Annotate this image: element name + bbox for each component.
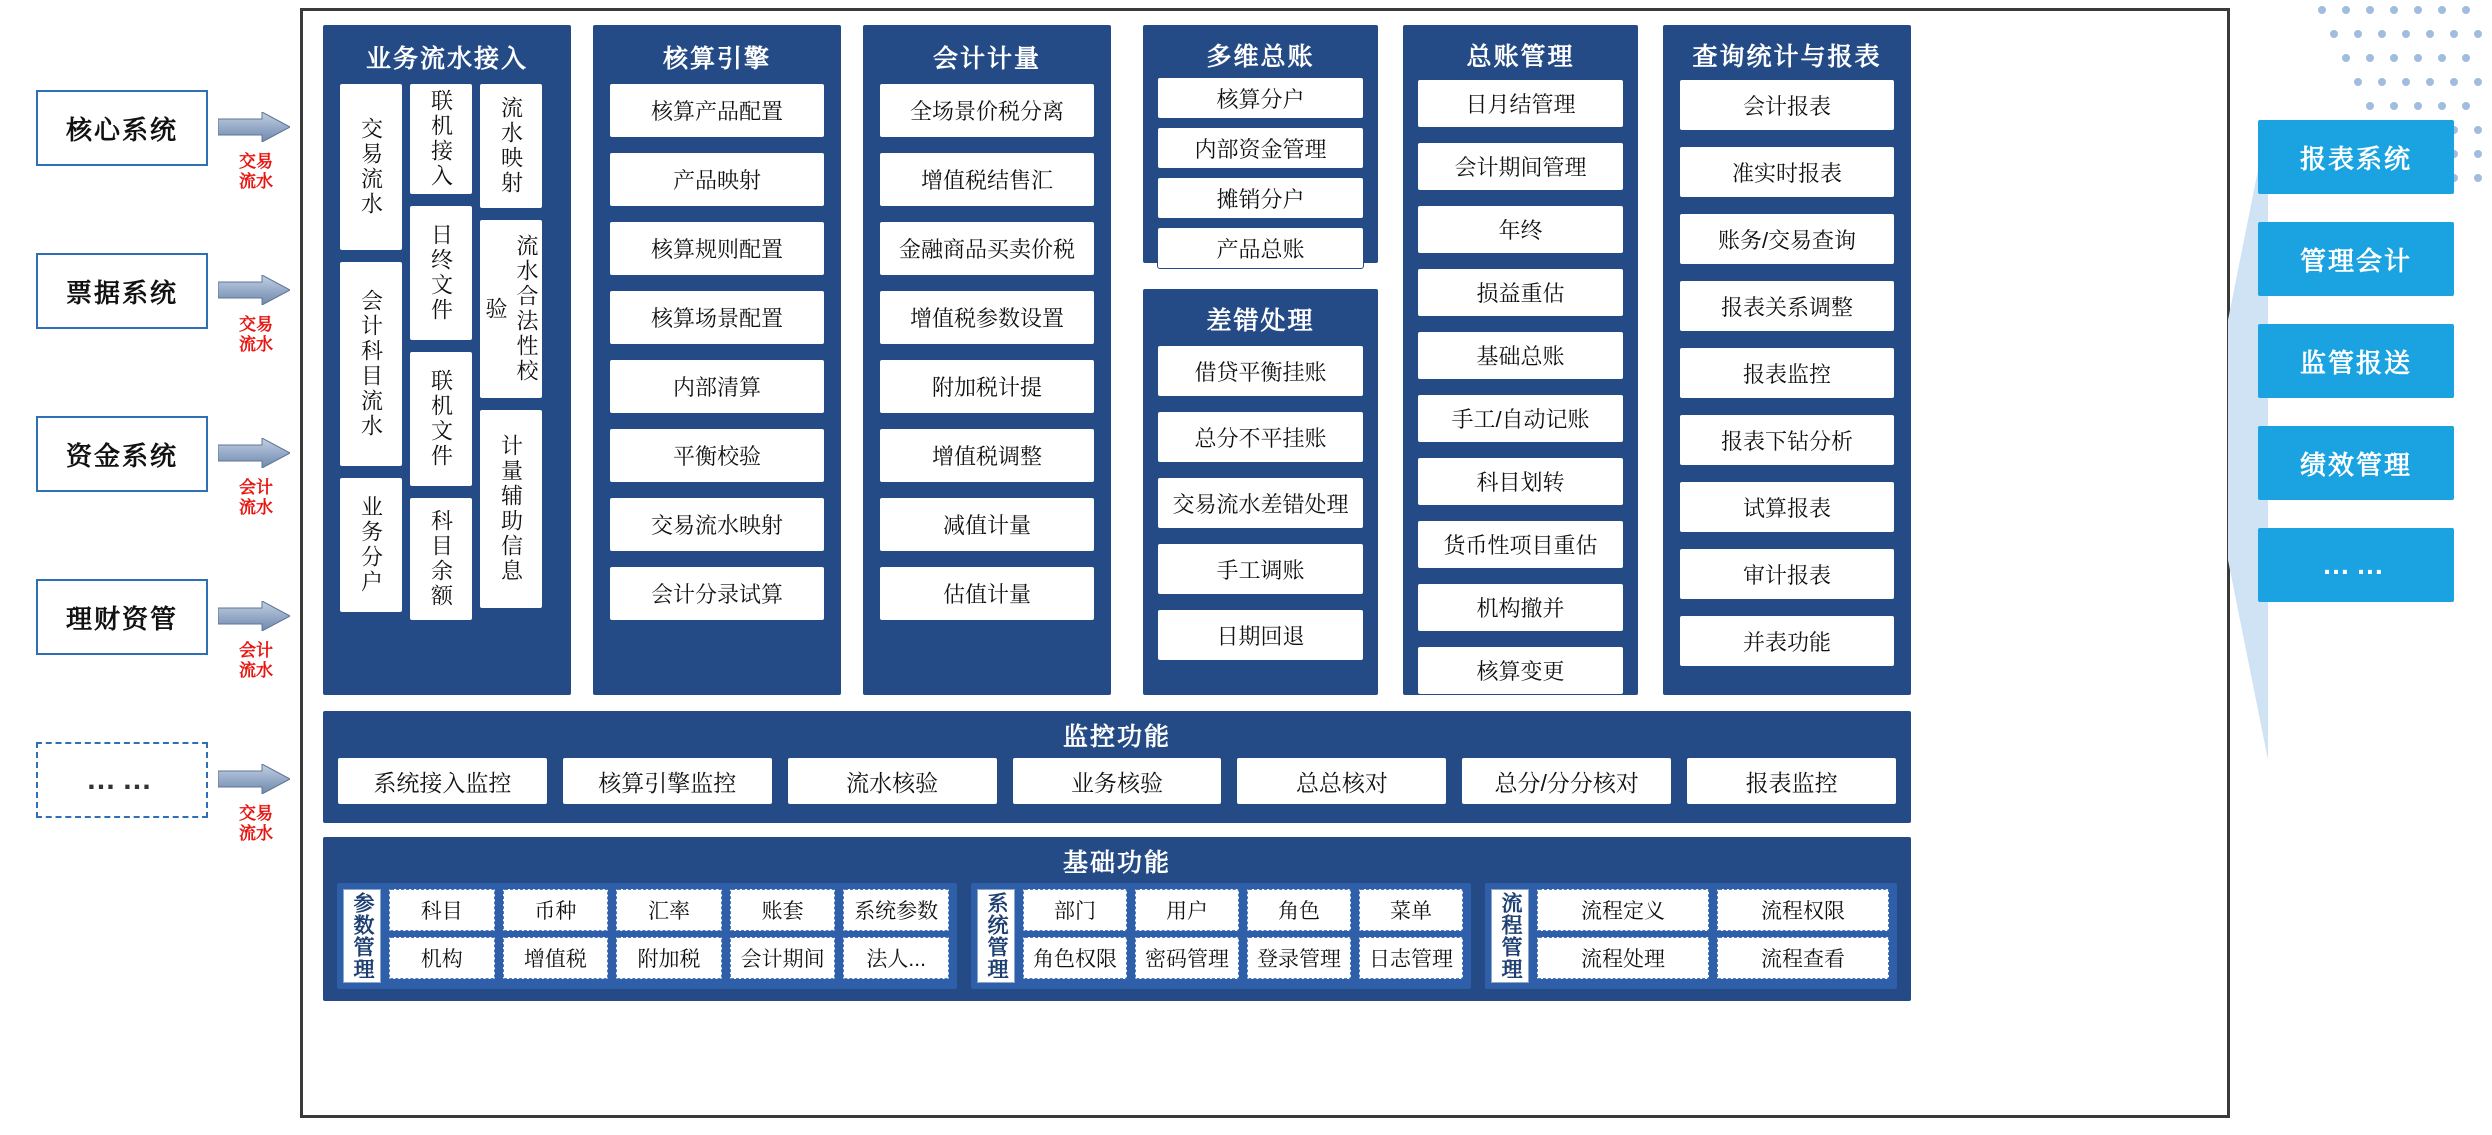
function-chip[interactable]: 报表关系调整 (1679, 280, 1895, 332)
base-function-chip[interactable]: 密码管理 (1135, 937, 1239, 979)
function-chip[interactable]: 附加税计提 (879, 359, 1095, 414)
source-system-box[interactable]: 资金系统 (36, 416, 208, 492)
source-system-row (36, 90, 286, 253)
function-chip[interactable]: 会计期间管理 (1417, 142, 1624, 191)
source-system-row (36, 742, 286, 905)
function-chip[interactable]: 产品总账 (1157, 227, 1364, 269)
base-function-chip[interactable]: 日志管理 (1359, 937, 1463, 979)
flow-type-label: 交易 流水 (239, 804, 273, 843)
consumer-system-box[interactable]: 绩效管理 (2258, 426, 2454, 500)
base-function-chip[interactable]: 角色权限 (1023, 937, 1127, 979)
function-chip[interactable]: 增值税调整 (879, 428, 1095, 483)
base-group-label: 参数管理 (343, 889, 381, 983)
flow-arrow-icon (218, 112, 290, 142)
consumer-system-box[interactable]: 监管报送 (2258, 324, 2454, 398)
base-function-group (1485, 883, 1897, 989)
base-function-chip[interactable]: 用户 (1135, 889, 1239, 931)
flow-type-label: 交易 流水 (239, 152, 273, 191)
function-chip[interactable]: 摊销分户 (1157, 177, 1364, 219)
function-chip[interactable]: 试算报表 (1679, 481, 1895, 533)
base-function-chip[interactable]: 账套 (730, 889, 836, 931)
monitor-chip[interactable]: 流水核验 (787, 757, 998, 805)
function-chip[interactable]: 并表功能 (1679, 615, 1895, 667)
base-function-chip[interactable]: 机构 (389, 937, 495, 979)
function-chip[interactable]: 日期回退 (1157, 609, 1364, 661)
function-chip[interactable]: 交易流水差错处理 (1157, 477, 1364, 529)
section-title: 监控功能 (1062, 723, 1171, 751)
function-chip-vertical[interactable]: 日终文件 (409, 205, 473, 341)
function-chip-vertical[interactable]: 流水映射 (479, 83, 543, 209)
section-business-flow-access (323, 25, 571, 695)
function-chip[interactable]: 增值税参数设置 (879, 290, 1095, 345)
flow-arrow-icon (218, 438, 290, 468)
source-system-box[interactable]: 理财资管 (36, 579, 208, 655)
section-accounting-measurement (863, 25, 1111, 695)
function-chip[interactable]: 手工调账 (1157, 543, 1364, 595)
function-chip[interactable]: 核算变更 (1417, 646, 1624, 695)
monitor-chip[interactable]: 报表监控 (1686, 757, 1897, 805)
function-chip[interactable]: 金融商品买卖价税 (879, 221, 1095, 276)
function-chip[interactable]: 核算规则配置 (609, 221, 825, 276)
function-chip[interactable]: 科目划转 (1417, 457, 1624, 506)
base-function-chip[interactable]: 币种 (503, 889, 609, 931)
function-chip[interactable]: 审计报表 (1679, 548, 1895, 600)
base-function-chip[interactable]: 汇率 (616, 889, 722, 931)
consumer-system-box[interactable]: 管理会计 (2258, 222, 2454, 296)
base-function-chip[interactable]: 法人... (843, 937, 949, 979)
section-title: 业务流水接入 (365, 45, 528, 73)
source-system-row (36, 253, 286, 416)
flow-arrow-icon (218, 601, 290, 631)
function-chip[interactable]: 减值计量 (879, 497, 1095, 552)
section-title: 查询统计与报表 (1692, 43, 1882, 71)
function-chip-vertical[interactable]: 流水合法性校验 (479, 219, 543, 399)
function-chip[interactable]: 核算分户 (1157, 77, 1364, 119)
function-chip[interactable]: 报表监控 (1679, 347, 1895, 399)
base-function-chip[interactable]: 科目 (389, 889, 495, 931)
flow-type-label: 会计 流水 (239, 641, 273, 680)
section-base-functions (323, 837, 1911, 1001)
base-function-chip[interactable]: 角色 (1247, 889, 1351, 931)
section-accounting-engine (593, 25, 841, 695)
section-monitoring (323, 711, 1911, 823)
flow-type-label: 交易 流水 (239, 315, 273, 354)
section-title: 会计计量 (932, 45, 1041, 73)
monitor-chip[interactable]: 总总核对 (1236, 757, 1447, 805)
source-system-box[interactable]: 票据系统 (36, 253, 208, 329)
function-chip[interactable]: 日月结管理 (1417, 79, 1624, 128)
function-chip-vertical[interactable]: 业务分户 (339, 477, 403, 613)
base-group-label: 流程管理 (1491, 889, 1529, 983)
function-chip[interactable]: 手工/自动记账 (1417, 394, 1624, 443)
base-function-chip[interactable]: 增值税 (503, 937, 609, 979)
monitor-chip[interactable]: 系统接入监控 (337, 757, 548, 805)
function-chip-vertical[interactable]: 联机接入 (409, 83, 473, 195)
function-chip[interactable]: 借贷平衡挂账 (1157, 345, 1364, 397)
section-error-handling (1143, 289, 1378, 695)
function-chip[interactable]: 内部资金管理 (1157, 127, 1364, 169)
base-function-chip[interactable]: 会计期间 (730, 937, 836, 979)
section-title: 核算引擎 (662, 45, 771, 73)
function-chip[interactable]: 增值税结售汇 (879, 152, 1095, 207)
consumer-system-box[interactable]: 报表系统 (2258, 120, 2454, 194)
function-chip[interactable]: 会计报表 (1679, 79, 1895, 131)
base-function-chip[interactable]: 流程定义 (1537, 889, 1709, 931)
monitor-chip[interactable]: 总分/分分核对 (1461, 757, 1672, 805)
function-chip[interactable]: 全场景价税分离 (879, 83, 1095, 138)
function-chip[interactable]: 交易流水映射 (609, 497, 825, 552)
source-system-row (36, 416, 286, 579)
base-function-chip[interactable]: 附加税 (616, 937, 722, 979)
source-system-box[interactable]: …… (36, 742, 208, 818)
function-chip[interactable]: 核算产品配置 (609, 83, 825, 138)
function-chip[interactable]: 核算场景配置 (609, 290, 825, 345)
function-chip[interactable]: 准实时报表 (1679, 146, 1895, 198)
base-function-group (337, 883, 957, 989)
accounting-platform-frame (300, 8, 2230, 1118)
function-chip[interactable]: 总分不平挂账 (1157, 411, 1364, 463)
function-chip[interactable]: 机构撤并 (1417, 583, 1624, 632)
function-chip[interactable]: 基础总账 (1417, 331, 1624, 380)
flow-type-label: 会计 流水 (239, 478, 273, 517)
function-chip-vertical[interactable]: 交易流水 (339, 83, 403, 251)
base-function-chip[interactable]: 系统参数 (843, 889, 949, 931)
function-chip[interactable]: 产品映射 (609, 152, 825, 207)
function-chip-vertical[interactable]: 会计科目流水 (339, 261, 403, 467)
section-multidimensional-ledger (1143, 25, 1378, 263)
source-system-box[interactable]: 核心系统 (36, 90, 208, 166)
function-chip[interactable]: 损益重估 (1417, 268, 1624, 317)
monitor-chip[interactable]: 业务核验 (1012, 757, 1223, 805)
function-chip[interactable]: 会计分录试算 (609, 566, 825, 621)
function-chip-vertical[interactable]: 科目余额 (409, 497, 473, 621)
function-chip[interactable]: 货币性项目重估 (1417, 520, 1624, 569)
function-chip[interactable]: 内部清算 (609, 359, 825, 414)
base-function-chip[interactable]: 登录管理 (1247, 937, 1351, 979)
function-chip[interactable]: 估值计量 (879, 566, 1095, 621)
section-title: 基础功能 (1062, 849, 1171, 877)
source-systems (36, 90, 286, 905)
section-title: 差错处理 (1206, 307, 1315, 335)
function-chip[interactable]: 平衡校验 (609, 428, 825, 483)
base-function-group (971, 883, 1471, 989)
function-chip[interactable]: 年终 (1417, 205, 1624, 254)
section-query-and-reports (1663, 25, 1911, 695)
base-function-chip[interactable]: 流程查看 (1717, 937, 1889, 979)
monitor-chip[interactable]: 核算引擎监控 (562, 757, 773, 805)
source-system-row (36, 579, 286, 742)
function-chip-vertical[interactable]: 联机文件 (409, 351, 473, 487)
flow-arrow-icon (218, 764, 290, 794)
base-group-label: 系统管理 (977, 889, 1015, 983)
function-chip[interactable]: 报表下钻分析 (1679, 414, 1895, 466)
base-function-chip[interactable]: 流程处理 (1537, 937, 1709, 979)
section-general-ledger-management (1403, 25, 1638, 695)
base-function-chip[interactable]: 部门 (1023, 889, 1127, 931)
function-chip[interactable]: 账务/交易查询 (1679, 213, 1895, 265)
flow-arrow-icon (218, 275, 290, 305)
base-function-chip[interactable]: 流程权限 (1717, 889, 1889, 931)
section-title: 多维总账 (1206, 43, 1315, 71)
consumer-system-box[interactable]: …… (2258, 528, 2454, 602)
base-function-chip[interactable]: 菜单 (1359, 889, 1463, 931)
consumer-systems (2258, 120, 2468, 630)
function-chip-vertical[interactable]: 计量辅助信息 (479, 409, 543, 609)
section-title: 总账管理 (1466, 43, 1575, 71)
